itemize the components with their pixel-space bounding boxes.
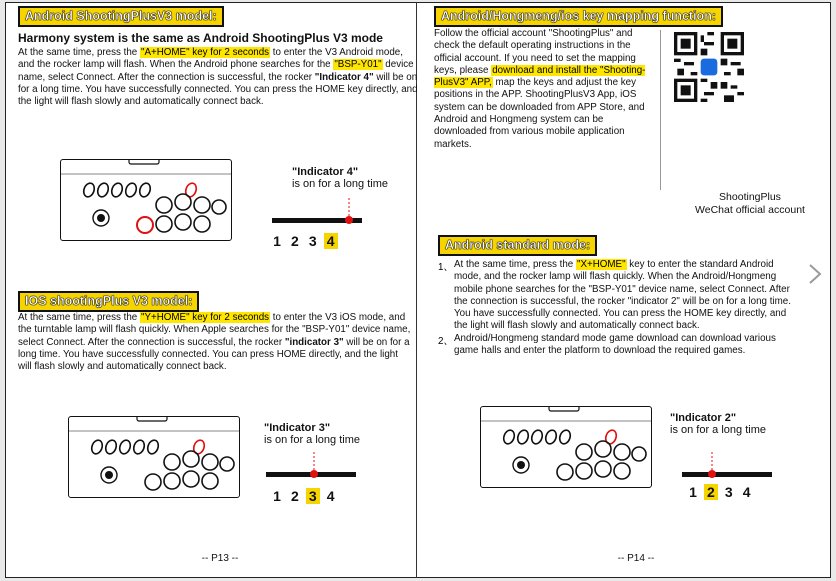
wechat-qr-code[interactable]: [674, 32, 744, 102]
arcade-stick-diagram: [68, 416, 240, 498]
arcade-stick-diagram: [60, 159, 232, 241]
indicator-numbers: 1 2 3 4: [689, 484, 751, 500]
section-header-key-mapping: Android/Hongmeng/ios key mapping function:: [434, 6, 723, 27]
indicator-numbers: 1 2 3 4: [273, 488, 335, 504]
highlight-key-combo: "X+HOME": [576, 259, 626, 270]
ios-v3-instructions: At the same time, press the "Y+HOME" key for 2 seconds to enter the V3 iOS mode, and the turntable lamp will flash quickly. When Apple searches for the "BSP-Y01" device name, select Connect. After the connection is successful, the rocker "indicator 3" will be on for a long time. You have successfully connected. You can press HOME directly, and the light will flash slowly and automatically connect back.: [18, 312, 411, 373]
page-14: [434, 6, 836, 572]
android-v3-instructions: At the same time, press the "A+HOME" key for 2 seconds to enter the V3 Android mode, and the rocker lamp will flash. When the Android phone searches for the "BSP-Y01" device name, select Connect. After the connection is successful, the rocker "Indicator 4" will be on for a long time. You have successfully connected. You can press the HOME key directly, and the light will flash slowly and automatically connect back.: [18, 47, 418, 108]
highlight-key-combo: "A+HOME" key for 2 seconds: [140, 47, 270, 58]
indicator-numbers: 1 2 3 4: [270, 233, 338, 249]
section-header-android-v3: Android ShootingPlusV3 model:: [18, 6, 224, 27]
page-number: -- P13 --: [201, 553, 239, 564]
list-item: 1、 At the same time, press the "X+HOME" key to enter the standard Android mode, and the rocker lamp will flash quickly. When the Android/Hongmeng mobile phone searches for the "BSP-Y01" device name, select Connect. After the connection is successful, the rocker "indicator 2" will be on for a long time. You have successfully connected. You can press the HOME key directly, and the light will flash slowly and automatically connect back.: [438, 259, 791, 332]
indicator-bar: [272, 198, 382, 228]
qr-caption: ShootingPlus WeChat official account: [695, 191, 805, 216]
indicator-label: "Indicator 2" is on for a long time: [670, 412, 766, 436]
android-standard-list: [438, 259, 794, 357]
indicator-label: "Indicator 4" is on for a long time: [292, 166, 388, 190]
indicator-bar: [682, 452, 792, 482]
chevron-right-icon[interactable]: [802, 262, 826, 286]
section-subtitle: Harmony system is the same as Android ShootingPlus V3 mode: [18, 31, 383, 45]
highlight-device-name: "BSP-Y01": [334, 59, 382, 71]
highlight-key-combo: "Y+HOME" key for 2 seconds: [140, 312, 270, 323]
section-header-android-standard: Android standard mode:: [438, 235, 597, 256]
key-mapping-instructions: Follow the official account "ShootingPlus" and check the default operating instructions in the official account. If you need to set the mapping keys, please download and install the "Shooting-PlusV3" APP, map the keys and adjust the key positions in the APP. ShootingPlusV3 App, iOS system can be downloaded from APP Store, and Android and Hongmeng system can be downloaded from various mobile application markets.: [434, 28, 646, 150]
indicator-label: "Indicator 3" is on for a long time: [264, 422, 360, 446]
column-divider: [660, 30, 661, 190]
arcade-stick-diagram: [480, 406, 652, 488]
highlight-app-download: download and install the "Shooting-PlusV3" APP,: [434, 64, 646, 89]
page-number: -- P14 --: [617, 553, 655, 564]
page-13: [18, 6, 422, 572]
section-header-ios-v3: IOS shootingPlus V3 model:: [18, 291, 199, 312]
indicator-bar: [266, 452, 376, 482]
list-item: 2、 Android/Hongmeng standard mode game download can download various game halls and enter the platform to download the required games.: [438, 332, 776, 357]
